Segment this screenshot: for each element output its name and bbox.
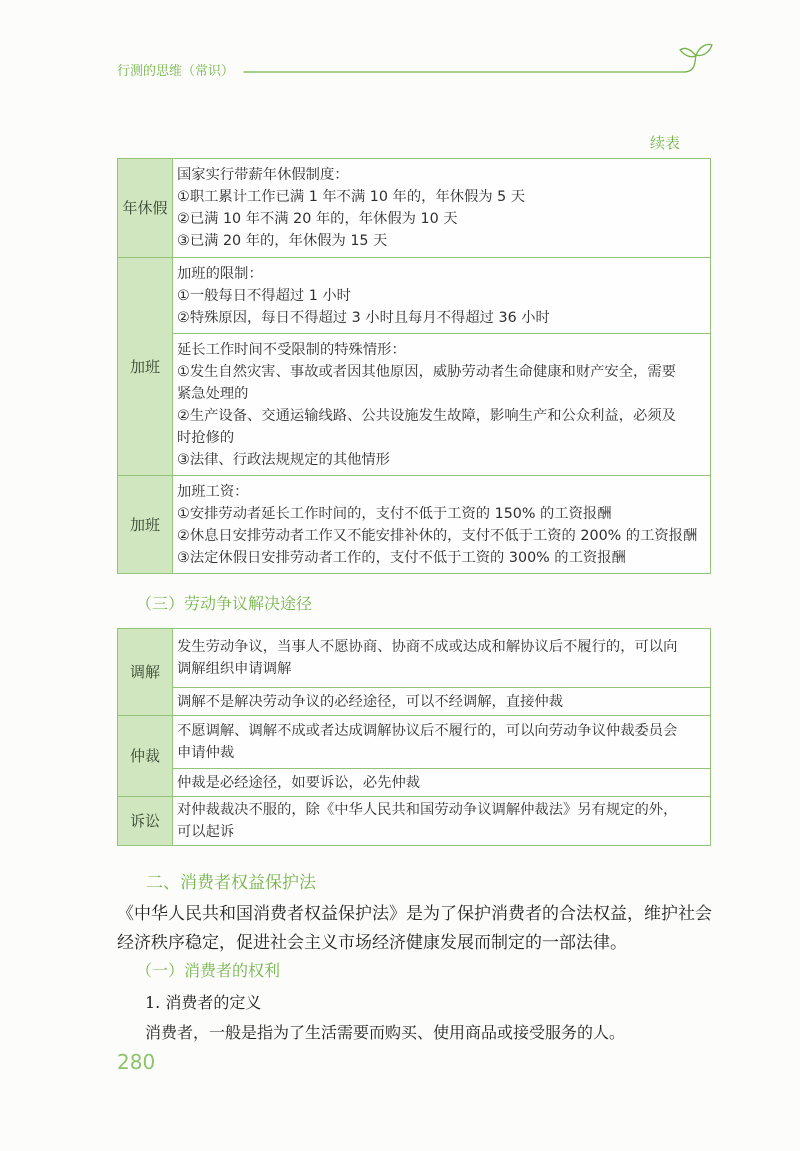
row-content [173,476,711,574]
row-label: 年休假 [118,159,173,258]
row-label: 调解 [118,629,173,716]
table-row [118,476,711,574]
paragraph-line: 经济秩序稳定，促进社会主义市场经济健康发展而制定的一部法律。 [117,933,627,953]
content-line: ③法律、行政法规规定的其他情形 [177,451,390,468]
row-content [173,629,711,688]
content-line: 发生劳动争议，当事人不愿协商、协商不成或达成和解协议后不履行的，可以向 [177,639,678,655]
consumer-law-intro [117,900,712,958]
paragraph-line: 《中华人民共和国消费者权益保护法》是为了保护消费者的合法权益，维护社会 [117,904,712,924]
content-line: ②特殊原因，每日不得超过 3 小时且每月不得超过 36 小时 [177,309,550,326]
row-content [173,769,711,797]
table-row [118,629,711,688]
table-row [118,769,711,797]
page-number: 280 [117,1050,156,1074]
content-line: 申请仲裁 [177,745,235,761]
content-line: 可以起诉 [177,824,235,840]
row-content [173,716,711,769]
table-row [118,159,711,258]
table-row [118,258,711,334]
row-label: 加班 [118,476,173,574]
sprout-right-leaf [696,44,712,55]
consumer-definition-text: 消费者，一般是指为了生活需要而购买、使用商品或接受服务的人。 [145,1023,626,1042]
row-label: 加班 [118,258,173,476]
row-content [173,334,711,476]
consumer-law-heading: 二、消费者权益保护法 [146,873,316,893]
sprout-stem [684,55,696,72]
content-line: ①发生自然灾害、事故或者因其他原因，威胁劳动者生命健康和财产安全，需要 [177,363,676,380]
content-line: 仲裁是必经途径，如要诉讼，必先仲裁 [177,774,421,791]
labor-rights-table [117,158,711,574]
row-content [173,159,711,258]
content-line: ①职工累计工作已满 1 年不满 10 年的，年休假为 5 天 [177,189,526,205]
row-content [173,258,711,334]
header-title: 行测的思维（常识） [117,64,235,79]
table-row [118,797,711,846]
content-line: 加班工资： [177,483,249,500]
content-line: 对仲裁裁决不服的，除《中华人民共和国劳动争议调解仲裁法》另有规定的外， [177,802,678,818]
content-line: 紧急处理的 [177,385,249,402]
row-label: 诉讼 [118,797,173,846]
row-label: 仲裁 [118,716,173,797]
content-line: ①安排劳动者延长工作时间的，支付不低于工资的 150% 的工资报酬 [177,505,612,522]
table-row [118,334,711,476]
content-line: 调解不是解决劳动争议的必经途径，可以不经调解，直接仲裁 [177,693,564,710]
content-line: 国家实行带薪年休假制度： [177,167,349,183]
row-content [173,797,711,846]
consumer-definition-subheading: 1. 消费者的定义 [145,993,262,1012]
table-continued-label: 续表 [650,134,681,152]
content-line: ①一般每日不得超过 1 小时 [177,287,351,304]
content-line: ②已满 10 年不满 20 年的，年休假为 10 天 [177,211,458,227]
table-row [118,688,711,716]
consumer-rights-heading: （一）消费者的权利 [136,961,281,980]
dispute-resolution-table [117,628,711,846]
content-line: 延长工作时间不受限制的特殊情形： [177,341,406,358]
content-line: ③已满 20 年的，年休假为 15 天 [177,233,388,249]
content-line: 调解组织申请调解 [177,661,292,677]
content-line: 不愿调解、调解不成或者达成调解协议后不履行的，可以向劳动争议仲裁委员会 [177,723,678,739]
sprout-icon [680,44,712,72]
content-line: 加班的限制： [177,265,263,282]
row-content [173,688,711,716]
table-row [118,716,711,769]
content-line: 时抢修的 [177,429,235,446]
header-rule [238,36,718,86]
content-line: ②休息日安排劳动者工作又不能安排补休的，支付不低于工资的 200% 的工资报酬 [177,527,698,544]
content-line: ②生产设备、交通运输线路、公共设施发生故障，影响生产和公众利益，必须及 [177,407,676,424]
sprout-left-leaf [680,48,696,56]
dispute-resolution-heading: （三）劳动争议解决途径 [136,594,313,613]
content-line: ③法定休假日安排劳动者工作的，支付不低于工资的 300% 的工资报酬 [177,549,626,566]
